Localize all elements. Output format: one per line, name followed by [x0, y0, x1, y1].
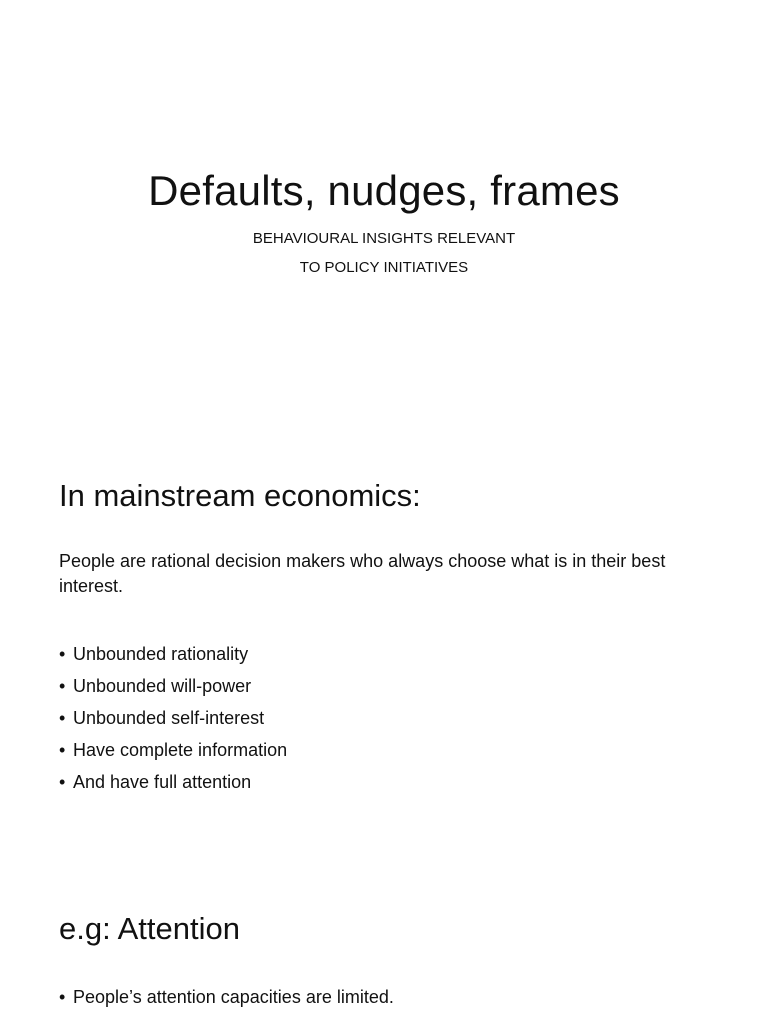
mainstream-economics-slide [0, 432, 768, 864]
bullet-icon: • [59, 987, 66, 1007]
bullet-text: Unbounded self-interest [73, 708, 265, 728]
bullet-list [59, 638, 287, 798]
bullet-icon: • [59, 676, 66, 696]
bullet-text: Unbounded will-power [73, 676, 252, 696]
bullet-icon: • [59, 708, 66, 728]
bullet-text: Have complete information [73, 740, 288, 760]
title-slide [0, 0, 768, 432]
bullet-text: Unbounded rationality [73, 644, 249, 664]
bullet-icon: • [59, 644, 66, 664]
bullet-item [59, 638, 287, 670]
slide-title: Defaults, nudges, frames [148, 167, 620, 214]
bullet-item [59, 670, 287, 702]
slide-subtitle-line-1: BEHAVIOURAL INSIGHTS RELEVANT [252, 230, 516, 247]
slide-paragraph: People are rational decision makers who always choose what is in their best interest. [59, 551, 666, 596]
bullet-list [59, 981, 394, 1013]
bullet-item [59, 734, 287, 766]
bullet-item [59, 766, 287, 798]
slide-subtitle-line-2: TO POLICY INITIATIVES [299, 259, 469, 276]
bullet-item [59, 981, 394, 1013]
bullet-text: And have full attention [73, 772, 252, 792]
bullet-item [59, 702, 287, 734]
attention-slide [0, 864, 768, 1024]
bullet-icon: • [59, 772, 66, 792]
slide-heading: In mainstream economics: [59, 478, 421, 513]
slide-heading: e.g: Attention [59, 911, 240, 946]
bullet-icon: • [59, 740, 66, 760]
bullet-text: People’s attention capacities are limited. [73, 987, 394, 1007]
